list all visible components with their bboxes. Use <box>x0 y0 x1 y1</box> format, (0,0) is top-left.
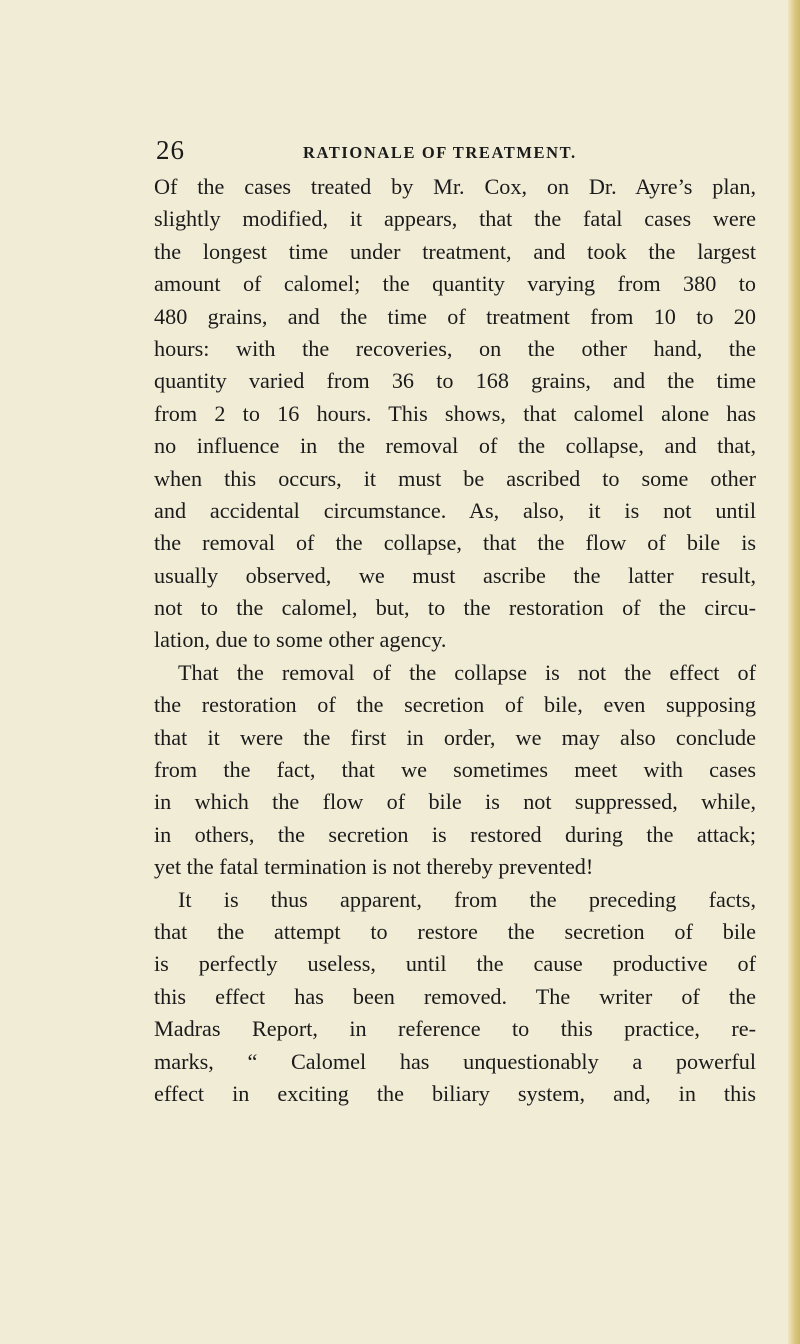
text-line: quantity varied from 36 to 168 grains, and the time <box>154 368 756 394</box>
page-header <box>156 135 756 169</box>
text-line: effect in exciting the biliary system, and, in this <box>154 1080 756 1106</box>
text-line: That the removal of the collapse is not the effect of <box>178 659 756 685</box>
text-line: and accidental circumstance. As, also, it is not until <box>154 497 756 523</box>
text-line: from 2 to 16 hours. This shows, that calomel alone has <box>154 400 756 426</box>
text-line: Madras Report, in reference to this practice, re- <box>154 1016 756 1042</box>
text-line: the longest time under treatment, and took the largest <box>154 238 756 264</box>
text-line: that the attempt to restore the secretion of bile <box>154 918 756 944</box>
text-line: lation, due to some other agency. <box>154 627 447 653</box>
text-line: yet the fatal termination is not thereby prevented! <box>154 854 594 880</box>
text-line: usually observed, we must ascribe the latter result, <box>154 562 756 588</box>
text-line: no influence in the removal of the collapse, and that, <box>154 433 756 459</box>
text-line: It is thus apparent, from the preceding facts, <box>178 886 756 912</box>
text-line: is perfectly useless, until the cause productive of <box>154 951 756 977</box>
text-line: not to the calomel, but, to the restoration of the circu- <box>154 595 756 621</box>
text-line: the removal of the collapse, that the flow of bile is <box>154 530 756 556</box>
text-line: from the fact, that we sometimes meet with cases <box>154 757 756 783</box>
body-text <box>154 171 756 1110</box>
text-line: hours: with the recoveries, on the other hand, the <box>154 335 756 361</box>
text-line: the restoration of the secretion of bile, even supposing <box>154 692 756 718</box>
text-line: this effect has been removed. The writer of the <box>154 983 756 1009</box>
page-number: 26 <box>156 135 185 165</box>
text-line: Of the cases treated by Mr. Cox, on Dr. Ayre’s plan, <box>154 174 756 199</box>
text-line: slightly modified, it appears, that the fatal cases were <box>154 206 756 232</box>
text-line: marks, “ Calomel has unquestionably a powerful <box>154 1048 756 1074</box>
text-line: in which the flow of bile is not suppressed, while, <box>154 789 756 815</box>
page-edge <box>788 0 800 1344</box>
text-line: 480 grains, and the time of treatment from 10 to 20 <box>154 303 756 329</box>
text-line: that it were the first in order, we may also conclude <box>154 724 756 750</box>
text-line: when this occurs, it must be ascribed to some other <box>154 465 756 491</box>
text-line: in others, the secretion is restored during the attack; <box>154 821 756 847</box>
running-title: RATIONALE OF TREATMENT. <box>303 143 577 162</box>
text-line: amount of calomel; the quantity varying from 380 to <box>154 271 756 297</box>
